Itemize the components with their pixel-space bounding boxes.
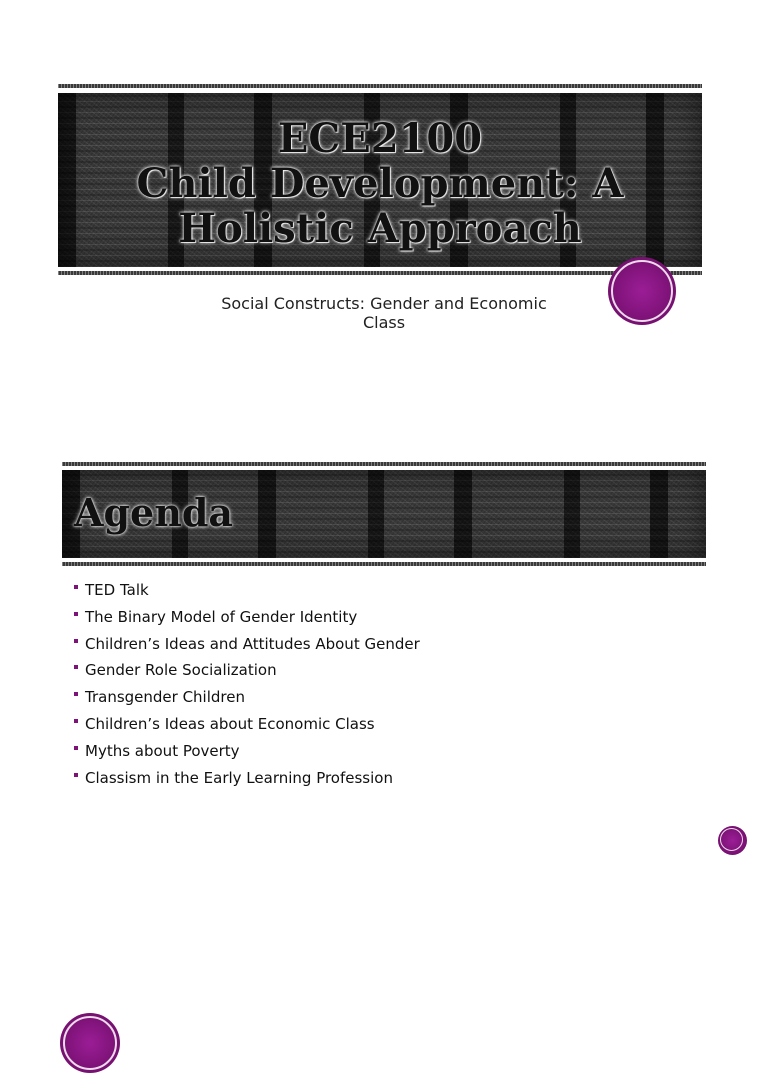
list-item	[74, 604, 420, 631]
list-item	[74, 765, 420, 792]
square-bullet-icon	[74, 692, 78, 696]
decorative-circle-bottom-icon	[60, 1013, 120, 1073]
list-item-text: The Binary Model of Gender Identity	[85, 607, 358, 626]
square-bullet-icon	[74, 612, 78, 616]
agenda-banner-top-rule	[62, 462, 706, 466]
agenda-banner-bottom-rule	[62, 562, 706, 566]
list-item	[74, 684, 420, 711]
agenda-list	[74, 577, 420, 791]
subtitle-line-1: Social Constructs: Gender and Economic	[221, 294, 547, 313]
square-bullet-icon	[74, 665, 78, 669]
list-item	[74, 711, 420, 738]
list-item-text: Myths about Poverty	[85, 741, 240, 760]
list-item-text: Gender Role Socialization	[85, 661, 277, 680]
banner-bottom-rule	[58, 271, 702, 275]
list-item	[74, 657, 420, 684]
square-bullet-icon	[74, 719, 78, 723]
square-bullet-icon	[74, 746, 78, 750]
square-bullet-icon	[74, 585, 78, 589]
list-item-text: Transgender Children	[85, 688, 245, 707]
subtitle-line-2: Class	[362, 313, 406, 332]
list-item	[74, 738, 420, 765]
title-line-3: Holistic Approach	[178, 205, 582, 252]
list-item-text: Children’s Ideas and Attitudes About Gender	[85, 634, 420, 653]
title-line-1: ECE2100	[277, 115, 483, 162]
list-item-text: TED Talk	[85, 581, 149, 599]
list-item	[74, 631, 420, 658]
banner-top-rule	[58, 84, 702, 88]
title-line-2: Child Development: A	[136, 160, 624, 207]
list-item-text: Classism in the Early Learning Profession	[85, 768, 393, 787]
decorative-circle-small-icon	[718, 826, 747, 855]
square-bullet-icon	[74, 773, 78, 777]
decorative-circle-icon	[608, 257, 676, 325]
square-bullet-icon	[74, 639, 78, 643]
agenda-heading: Agenda	[74, 490, 234, 535]
list-item-text: Children’s Ideas about Economic Class	[85, 714, 375, 733]
list-item	[74, 577, 420, 604]
slide-title	[58, 116, 702, 251]
slide-subtitle	[190, 294, 578, 332]
